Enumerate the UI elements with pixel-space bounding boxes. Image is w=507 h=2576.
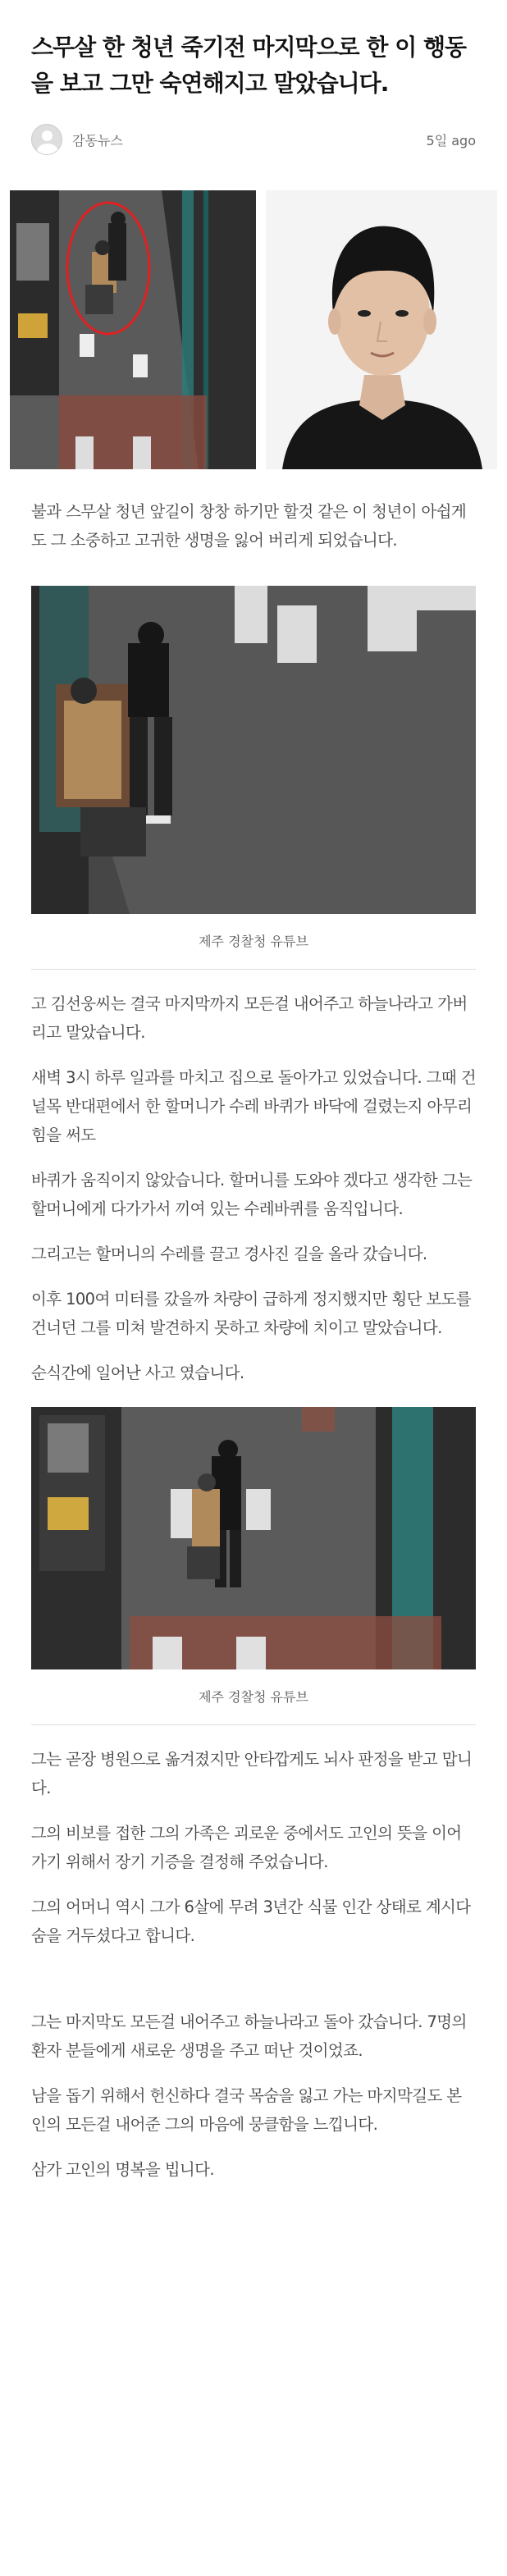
paragraph-3: 새벽 3시 하루 일과를 마치고 집으로 돌아가고 있었습니다. 그때 건널목 반대편에서 한 할머니가 수레 바퀴가 바닥에 걸렸는지 아무리 힘을 써도 [31, 1068, 476, 1144]
paragraph-10: 그의 어머니 역시 그가 6살에 무려 3년간 식물 인간 상태로 계시다 숨을 거두셨다고 합니다. [31, 1898, 471, 1945]
paragraph-6: 이후 100여 미터를 갔을까 차량이 급하게 정지했지만 횡단 보도를 건너던 그를 미쳐 발견하지 못하고 차량에 치이고 말았습니다. [31, 1290, 472, 1337]
paragraph-5: 그리고는 할머니의 수레를 끌고 경사진 길을 올라 갔습니다. [31, 1245, 427, 1263]
article-title: 스무살 한 청년 죽기전 마지막으로 한 이 행동을 보고 그만 숙연해지고 말았습니다. [31, 34, 467, 97]
cctv-photo-1-graphic [31, 586, 476, 914]
paragraph-13: 삼가 고인의 명복을 빕니다. [31, 2160, 215, 2179]
user-avatar-icon[interactable] [31, 124, 62, 155]
paragraph-2: 고 김선웅씨는 결국 마지막까지 모든걸 내어주고 하늘나라고 가버리고 말았습니다. [31, 994, 468, 1042]
paragraph-9: 그의 비보를 접한 그의 가족은 괴로운 중에서도 고인의 뜻을 이어가기 위해서 장기 기증을 결정해 주었습니다. [31, 1824, 462, 1871]
portrait-graphic [266, 190, 497, 469]
cctv-still-graphic [10, 190, 256, 469]
paragraph-11: 그는 마지막도 모든걸 내어주고 하늘나라고 돌아 갔습니다. 7명의 환자 분들에게 새로운 생명을 주고 떠난 것이었죠. [31, 2012, 467, 2060]
post-time: 5일 ago [426, 132, 476, 148]
hero-images [10, 190, 497, 469]
paragraph-1: 불과 스무살 청년 앞길이 창창 하기만 할것 같은 이 청년이 아쉽게도 그 소중하고 고귀한 생명을 잃어 버리게 되었습니다. [31, 502, 467, 550]
cctv-photo-1 [31, 586, 476, 914]
cctv-photo-2 [31, 1407, 476, 1669]
paragraph-12: 남을 돕기 위해서 헌신하다 결국 목숨을 잃고 가는 마지막길도 본인의 모든걸 내어준 그의 마음에 뭉클함을 느낍니다. [31, 2086, 462, 2134]
author-name[interactable]: 감동뉴스 [72, 132, 123, 148]
portrait-image [266, 190, 497, 469]
paragraph-8: 그는 곧장 병원으로 옮겨졌지만 안타깝게도 뇌사 판정을 받고 맙니다. [31, 1750, 473, 1797]
paragraph-4: 바퀴가 움직이지 않았습니다. 할머니를 도와야 겠다고 생각한 그는 할머니에게 다가가서 끼여 있는 수레바퀴를 움직입니다. [31, 1171, 473, 1218]
cctv-photo-2-graphic [31, 1407, 476, 1669]
byline [31, 123, 476, 156]
cctv-still-image [10, 190, 256, 469]
photo-caption-2: 제주 경찰청 유튜브 [31, 1669, 476, 1725]
paragraph-7: 순식간에 일어난 사고 였습니다. [31, 1363, 244, 1382]
photo-caption-1: 제주 경찰청 유튜브 [31, 914, 476, 970]
